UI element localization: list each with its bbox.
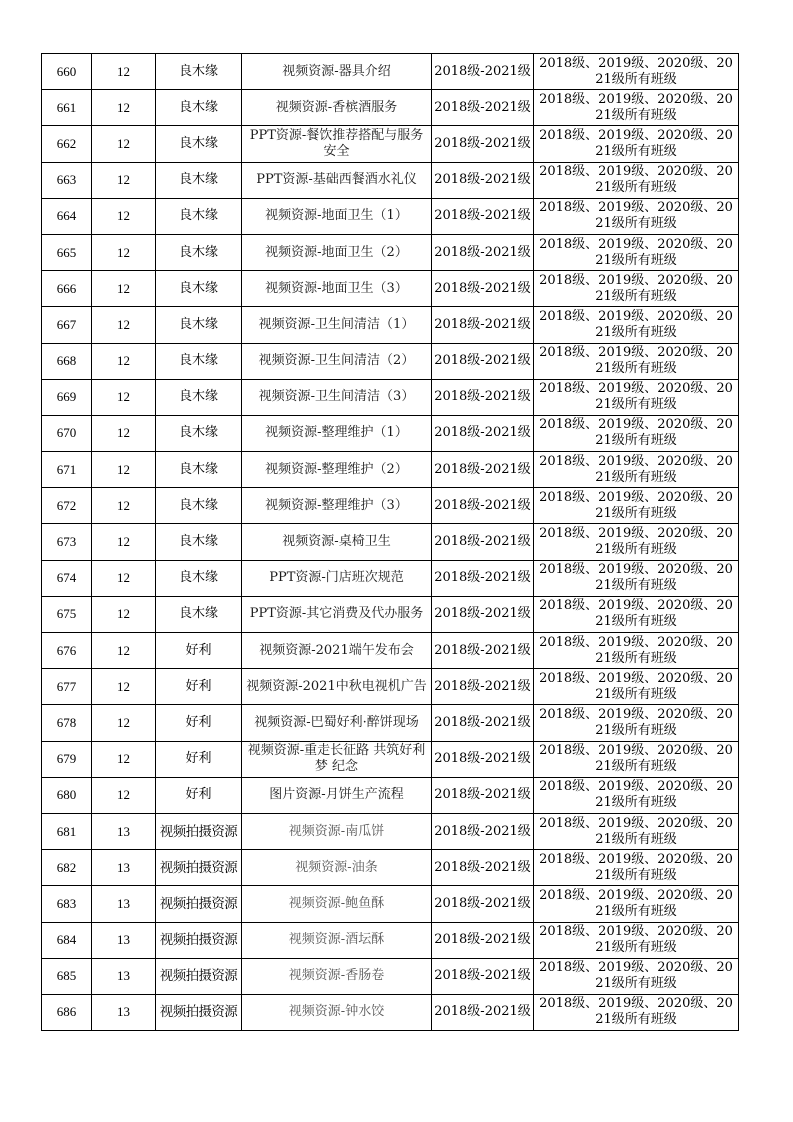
table-row [42,234,739,270]
table-row [42,307,739,343]
provider-cell: 良木缘 [156,524,242,560]
grade-range-cell: 2018级-2021级 [432,886,534,922]
batch-count-cell: 13 [92,922,156,958]
batch-count-cell: 12 [92,488,156,524]
batch-count-cell: 12 [92,633,156,669]
batch-count-cell: 12 [92,307,156,343]
table-row [42,379,739,415]
row-number-cell: 671 [42,452,92,488]
applicable-classes-cell: 2018级、2019级、2020级、2021级所有班级 [534,54,739,90]
batch-count-cell: 12 [92,452,156,488]
row-number-cell: 680 [42,777,92,813]
provider-cell: 视频拍摄资源 [156,958,242,994]
provider-cell: 好利 [156,669,242,705]
applicable-classes-cell: 2018级、2019级、2020级、2021级所有班级 [534,198,739,234]
provider-cell: 良木缘 [156,126,242,162]
row-number-cell: 668 [42,343,92,379]
batch-count-cell: 12 [92,596,156,632]
provider-cell: 好利 [156,705,242,741]
resource-name-cell: 视频资源-地面卫生（3） [242,271,432,307]
batch-count-cell: 12 [92,524,156,560]
batch-count-cell: 12 [92,234,156,270]
provider-cell: 视频拍摄资源 [156,850,242,886]
table-row [42,886,739,922]
batch-count-cell: 12 [92,271,156,307]
applicable-classes-cell: 2018级、2019级、2020级、2021级所有班级 [534,633,739,669]
table-row [42,669,739,705]
applicable-classes-cell: 2018级、2019级、2020级、2021级所有班级 [534,415,739,451]
provider-cell: 良木缘 [156,90,242,126]
provider-cell: 视频拍摄资源 [156,994,242,1030]
table-row [42,596,739,632]
applicable-classes-cell: 2018级、2019级、2020级、2021级所有班级 [534,741,739,777]
row-number-cell: 670 [42,415,92,451]
applicable-classes-cell: 2018级、2019级、2020级、2021级所有班级 [534,777,739,813]
provider-cell: 良木缘 [156,54,242,90]
grade-range-cell: 2018级-2021级 [432,126,534,162]
grade-range-cell: 2018级-2021级 [432,90,534,126]
grade-range-cell: 2018级-2021级 [432,234,534,270]
row-number-cell: 677 [42,669,92,705]
row-number-cell: 664 [42,198,92,234]
row-number-cell: 676 [42,633,92,669]
table-row [42,741,739,777]
batch-count-cell: 12 [92,126,156,162]
batch-count-cell: 12 [92,379,156,415]
provider-cell: 良木缘 [156,307,242,343]
row-number-cell: 686 [42,994,92,1030]
provider-cell: 良木缘 [156,596,242,632]
resource-name-cell: PPT资源-其它消费及代办服务 [242,596,432,632]
row-number-cell: 669 [42,379,92,415]
table-row [42,271,739,307]
provider-cell: 好利 [156,777,242,813]
grade-range-cell: 2018级-2021级 [432,307,534,343]
provider-cell: 良木缘 [156,488,242,524]
batch-count-cell: 12 [92,741,156,777]
resource-name-cell: 视频资源-南瓜饼 [242,813,432,849]
applicable-classes-cell: 2018级、2019级、2020级、2021级所有班级 [534,234,739,270]
grade-range-cell: 2018级-2021级 [432,54,534,90]
table-row [42,90,739,126]
table-row [42,994,739,1030]
applicable-classes-cell: 2018级、2019级、2020级、2021级所有班级 [534,452,739,488]
row-number-cell: 667 [42,307,92,343]
resource-name-cell: 视频资源-重走长征路 共筑好利梦 纪念 [242,741,432,777]
batch-count-cell: 13 [92,958,156,994]
grade-range-cell: 2018级-2021级 [432,488,534,524]
applicable-classes-cell: 2018级、2019级、2020级、2021级所有班级 [534,343,739,379]
applicable-classes-cell: 2018级、2019级、2020级、2021级所有班级 [534,705,739,741]
table-row [42,633,739,669]
grade-range-cell: 2018级-2021级 [432,379,534,415]
provider-cell: 视频拍摄资源 [156,886,242,922]
resource-name-cell: 视频资源-卫生间清洁（2） [242,343,432,379]
grade-range-cell: 2018级-2021级 [432,452,534,488]
batch-count-cell: 12 [92,669,156,705]
table-row [42,922,739,958]
resource-table [41,53,739,1031]
row-number-cell: 673 [42,524,92,560]
row-number-cell: 674 [42,560,92,596]
row-number-cell: 663 [42,162,92,198]
resource-name-cell: 视频资源-地面卫生（2） [242,234,432,270]
batch-count-cell: 12 [92,705,156,741]
batch-count-cell: 12 [92,560,156,596]
grade-range-cell: 2018级-2021级 [432,813,534,849]
grade-range-cell: 2018级-2021级 [432,271,534,307]
applicable-classes-cell: 2018级、2019级、2020级、2021级所有班级 [534,596,739,632]
row-number-cell: 683 [42,886,92,922]
batch-count-cell: 13 [92,994,156,1030]
table-row [42,415,739,451]
table-row [42,958,739,994]
resource-name-cell: 视频资源-香肠卷 [242,958,432,994]
resource-name-cell: 视频资源-钟水饺 [242,994,432,1030]
row-number-cell: 675 [42,596,92,632]
applicable-classes-cell: 2018级、2019级、2020级、2021级所有班级 [534,850,739,886]
resource-name-cell: 视频资源-器具介绍 [242,54,432,90]
provider-cell: 视频拍摄资源 [156,813,242,849]
applicable-classes-cell: 2018级、2019级、2020级、2021级所有班级 [534,488,739,524]
resource-name-cell: 视频资源-鲍鱼酥 [242,886,432,922]
provider-cell: 良木缘 [156,162,242,198]
row-number-cell: 666 [42,271,92,307]
provider-cell: 良木缘 [156,271,242,307]
row-number-cell: 682 [42,850,92,886]
table-row [42,813,739,849]
resource-name-cell: PPT资源-基础西餐酒水礼仪 [242,162,432,198]
row-number-cell: 672 [42,488,92,524]
resource-name-cell: 视频资源-油条 [242,850,432,886]
table-row [42,126,739,162]
applicable-classes-cell: 2018级、2019级、2020级、2021级所有班级 [534,994,739,1030]
table-row [42,54,739,90]
applicable-classes-cell: 2018级、2019级、2020级、2021级所有班级 [534,90,739,126]
applicable-classes-cell: 2018级、2019级、2020级、2021级所有班级 [534,126,739,162]
row-number-cell: 678 [42,705,92,741]
applicable-classes-cell: 2018级、2019级、2020级、2021级所有班级 [534,813,739,849]
grade-range-cell: 2018级-2021级 [432,633,534,669]
resource-name-cell: PPT资源-门店班次规范 [242,560,432,596]
resource-name-cell: 视频资源-桌椅卫生 [242,524,432,560]
provider-cell: 良木缘 [156,234,242,270]
row-number-cell: 684 [42,922,92,958]
row-number-cell: 660 [42,54,92,90]
batch-count-cell: 13 [92,850,156,886]
grade-range-cell: 2018级-2021级 [432,343,534,379]
provider-cell: 良木缘 [156,415,242,451]
row-number-cell: 665 [42,234,92,270]
batch-count-cell: 12 [92,162,156,198]
table-row [42,524,739,560]
table-row [42,488,739,524]
batch-count-cell: 12 [92,415,156,451]
resource-name-cell: 视频资源-卫生间清洁（1） [242,307,432,343]
resource-name-cell: 视频资源-整理维护（3） [242,488,432,524]
resource-name-cell: 视频资源-2021端午发布会 [242,633,432,669]
resource-name-cell: 视频资源-卫生间清洁（3） [242,379,432,415]
grade-range-cell: 2018级-2021级 [432,777,534,813]
grade-range-cell: 2018级-2021级 [432,560,534,596]
batch-count-cell: 12 [92,343,156,379]
grade-range-cell: 2018级-2021级 [432,524,534,560]
provider-cell: 良木缘 [156,452,242,488]
batch-count-cell: 12 [92,90,156,126]
row-number-cell: 681 [42,813,92,849]
table-row [42,560,739,596]
grade-range-cell: 2018级-2021级 [432,958,534,994]
resource-name-cell: PPT资源-餐饮推荐搭配与服务安全 [242,126,432,162]
resource-name-cell: 图片资源-月饼生产流程 [242,777,432,813]
table-row [42,343,739,379]
provider-cell: 好利 [156,741,242,777]
row-number-cell: 661 [42,90,92,126]
resource-name-cell: 视频资源-巴蜀好利·醉饼现场 [242,705,432,741]
table-row [42,198,739,234]
row-number-cell: 662 [42,126,92,162]
applicable-classes-cell: 2018级、2019级、2020级、2021级所有班级 [534,958,739,994]
table-row [42,705,739,741]
grade-range-cell: 2018级-2021级 [432,705,534,741]
resource-name-cell: 视频资源-地面卫生（1） [242,198,432,234]
provider-cell: 良木缘 [156,198,242,234]
table-row [42,777,739,813]
grade-range-cell: 2018级-2021级 [432,741,534,777]
applicable-classes-cell: 2018级、2019级、2020级、2021级所有班级 [534,271,739,307]
applicable-classes-cell: 2018级、2019级、2020级、2021级所有班级 [534,669,739,705]
row-number-cell: 685 [42,958,92,994]
table-row [42,850,739,886]
batch-count-cell: 13 [92,813,156,849]
applicable-classes-cell: 2018级、2019级、2020级、2021级所有班级 [534,560,739,596]
applicable-classes-cell: 2018级、2019级、2020级、2021级所有班级 [534,922,739,958]
applicable-classes-cell: 2018级、2019级、2020级、2021级所有班级 [534,886,739,922]
grade-range-cell: 2018级-2021级 [432,669,534,705]
table-row [42,162,739,198]
resource-name-cell: 视频资源-2021中秋电视机广告 [242,669,432,705]
grade-range-cell: 2018级-2021级 [432,850,534,886]
resource-name-cell: 视频资源-整理维护（2） [242,452,432,488]
grade-range-cell: 2018级-2021级 [432,922,534,958]
provider-cell: 良木缘 [156,560,242,596]
provider-cell: 良木缘 [156,379,242,415]
batch-count-cell: 12 [92,54,156,90]
table-row [42,452,739,488]
applicable-classes-cell: 2018级、2019级、2020级、2021级所有班级 [534,379,739,415]
table-body [42,54,739,1031]
grade-range-cell: 2018级-2021级 [432,162,534,198]
grade-range-cell: 2018级-2021级 [432,596,534,632]
applicable-classes-cell: 2018级、2019级、2020级、2021级所有班级 [534,307,739,343]
resource-name-cell: 视频资源-香槟酒服务 [242,90,432,126]
batch-count-cell: 12 [92,198,156,234]
resource-name-cell: 视频资源-酒坛酥 [242,922,432,958]
grade-range-cell: 2018级-2021级 [432,994,534,1030]
grade-range-cell: 2018级-2021级 [432,198,534,234]
provider-cell: 良木缘 [156,343,242,379]
applicable-classes-cell: 2018级、2019级、2020级、2021级所有班级 [534,162,739,198]
grade-range-cell: 2018级-2021级 [432,415,534,451]
batch-count-cell: 12 [92,777,156,813]
applicable-classes-cell: 2018级、2019级、2020级、2021级所有班级 [534,524,739,560]
provider-cell: 好利 [156,633,242,669]
row-number-cell: 679 [42,741,92,777]
resource-name-cell: 视频资源-整理维护（1） [242,415,432,451]
provider-cell: 视频拍摄资源 [156,922,242,958]
batch-count-cell: 13 [92,886,156,922]
